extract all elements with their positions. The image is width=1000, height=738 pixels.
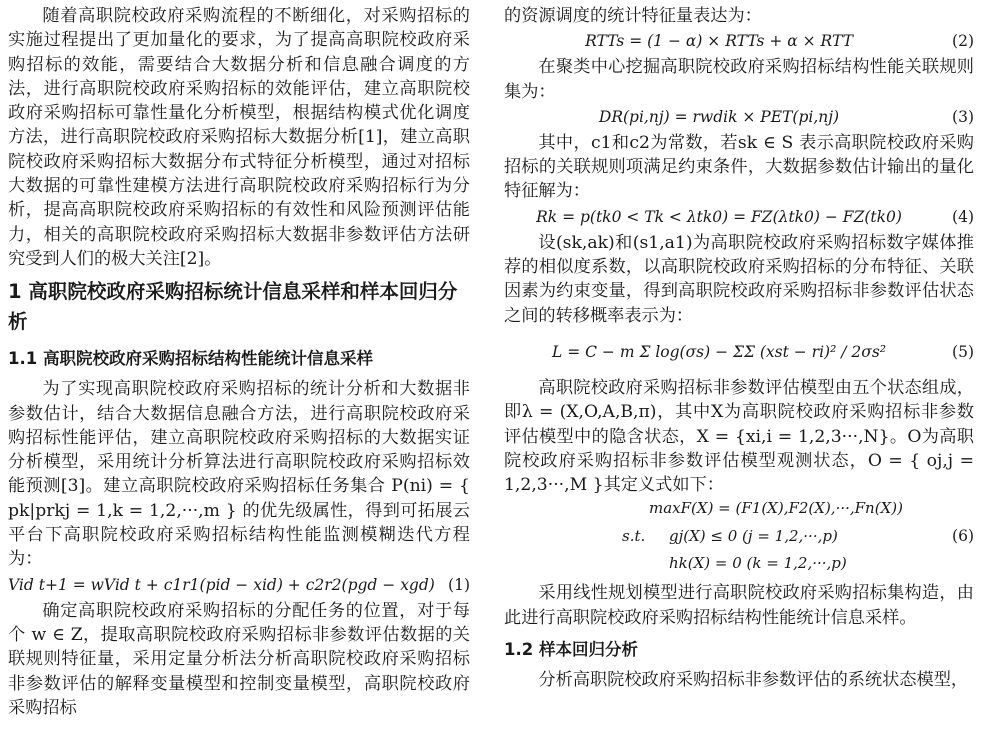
section-1-1-paragraph [8, 377, 470, 571]
linear-programming-paragraph [504, 581, 974, 630]
linear-programming-text: 采用线性规划模型进行高职院校政府采购招标集构造，由此进行高职院校政府采购招标结构性能统计信息采样。 [504, 583, 974, 628]
task-position-paragraph [8, 599, 470, 720]
section-1-heading: 1 高职院校政府采购招标统计信息采样和样本回归分析 [8, 280, 458, 334]
equation-2 [504, 28, 974, 55]
equation-1 [8, 572, 470, 599]
regression-text: 分析高职院校政府采购招标非参数评估的系统状态模型， [538, 670, 969, 691]
equation-5-number: (5) [952, 342, 974, 361]
intro-paragraph [8, 4, 470, 271]
equation-3-number: (3) [952, 107, 974, 126]
constants-paragraph [504, 131, 974, 204]
model-states-text: 高职院校政府采购招标非参数评估模型由五个状态组成，即λ = (X,O,A,B,π)，其中X为高职院校政府采购招标非参数评估模型中的隐含状态，X = {xi,i = 1,2,3···,N}。O为高职院校政府采购招标非参数评估模型观测状态，O = { oj,j = 1,2,3···,M }其定义式如下： [504, 377, 974, 496]
constants-text: 其中，c1和c2为常数，若sk ∈ S 表示高职院校政府采购招标的关联规则项满足约束条件，大数据参数估计输出的量化特征解为： [504, 132, 974, 202]
equation-5 [504, 328, 974, 376]
intro-text: 随着高职院校政府采购流程的不断细化，对采购招标的实施过程提出了更加量化的要求，为了提高高职院校政府采购招标的效能，需要结合大数据分析和信息融合调度的方法，进行高职院校政府采购招标的效能评估，建立高职院校政府采购招标可靠性量化分析模型，根据结构模式优化调度方法，进行高职院校政府采购招标大数据分析[1]，建立高职院校政府采购招标大数据分布式特征分析模型，通过对招标大数据的可靠性建模方法进行高职院校政府采购招标行为分析，提高高职院校政府采购招标的有效性和风险预测评估能力，相关的高职院校政府采购招标大数据非参数评估方法研究受到人们的极大关注[2]。 [8, 6, 470, 269]
equation-6-st-label: s.t. [622, 527, 646, 546]
equation-2-number: (2) [952, 32, 974, 51]
left-column [8, 0, 470, 720]
resource-text: 的资源调度的统计特征量表达为： [504, 6, 762, 26]
equation-6-constraint-g: gj(X) ≤ 0 (j = 1,2,···,p) [669, 527, 838, 546]
section-1-1-heading: 1.1 高职院校政府采购招标结构性能统计信息采样 [8, 349, 373, 369]
cluster-paragraph [504, 55, 974, 104]
right-column [504, 0, 974, 692]
section-1-1-text: 为了实现高职院校政府采购招标的统计分析和大数据非参数估计，结合大数据信息融合方法，进行高职院校政府采购招标性能评估，建立高职院校政府采购招标的大数据实证分析模型，采用统计分析算法进行高职院校政府采购招标效能预测[3]。建立高职院校政府采购招标任务集合 P(ni) = { pk|prkj = 1,k = 1,2,···,m } 的优先级属性，得到可拓展云平台下高职院校政府采购招标结构性能监测模糊迭代方程为： [8, 379, 470, 570]
equation-1-number: (1) [448, 575, 470, 594]
equation-4-body: Rk = p(tk0 < Tk < λtk0) = FZ(λtk0) − FZ(tk0) [536, 207, 902, 226]
equation-6-objective: maxF(X) = (F1(X),F2(X),···,Fn(X)) [649, 499, 903, 518]
task-position-text: 确定高职院校政府采购招标的分配任务的位置，对于每个 w ∈ Z，提取高职院校政府采购招标非参数评估数据的关联规则特征量，采用定量分析法分析高职院校政府采购招标非参数评估的解释变量模型和控制变量模型，高职院校政府采购招标 [8, 600, 470, 718]
section-1-2-heading: 1.2 样本回归分析 [504, 640, 638, 660]
equation-6 [504, 497, 974, 581]
regression-paragraph [504, 668, 974, 692]
cluster-text: 在聚类中心挖掘高职院校政府采购招标结构性能关联规则集为： [504, 57, 974, 102]
model-states-paragraph [504, 376, 974, 497]
equation-1-body: Vid t+1 = wVid t + c1r1(pid − xid) + c2r2(pgd − xgd) [8, 575, 435, 594]
similarity-paragraph [504, 231, 974, 328]
equation-6-number: (6) [952, 527, 974, 546]
equation-4 [504, 204, 974, 231]
equation-4-number: (4) [952, 207, 974, 226]
equation-3-body: DR(pi,nj) = rwdik × PET(pi,nj) [598, 107, 840, 126]
equation-2-body: RTTs = (1 − α) × RTTs + α × RTT [585, 32, 853, 51]
equation-6-constraint-h: hk(X) = 0 (k = 1,2,···,p) [669, 554, 847, 573]
similarity-text: 设(sk,ak)和(s1,a1)为高职院校政府采购招标数字媒体推荐的相似度系数，以高职院校政府采购招标的分布特征、关联因素为约束变量，得到高职院校政府采购招标非参数评估状态之间的转移概率表示为： [504, 232, 974, 326]
equation-3 [504, 104, 974, 131]
resource-paragraph [504, 4, 974, 28]
equation-5-body: L = C − m Σ log(σs) − ΣΣ (xst − ri)² / 2σs² [552, 342, 886, 361]
